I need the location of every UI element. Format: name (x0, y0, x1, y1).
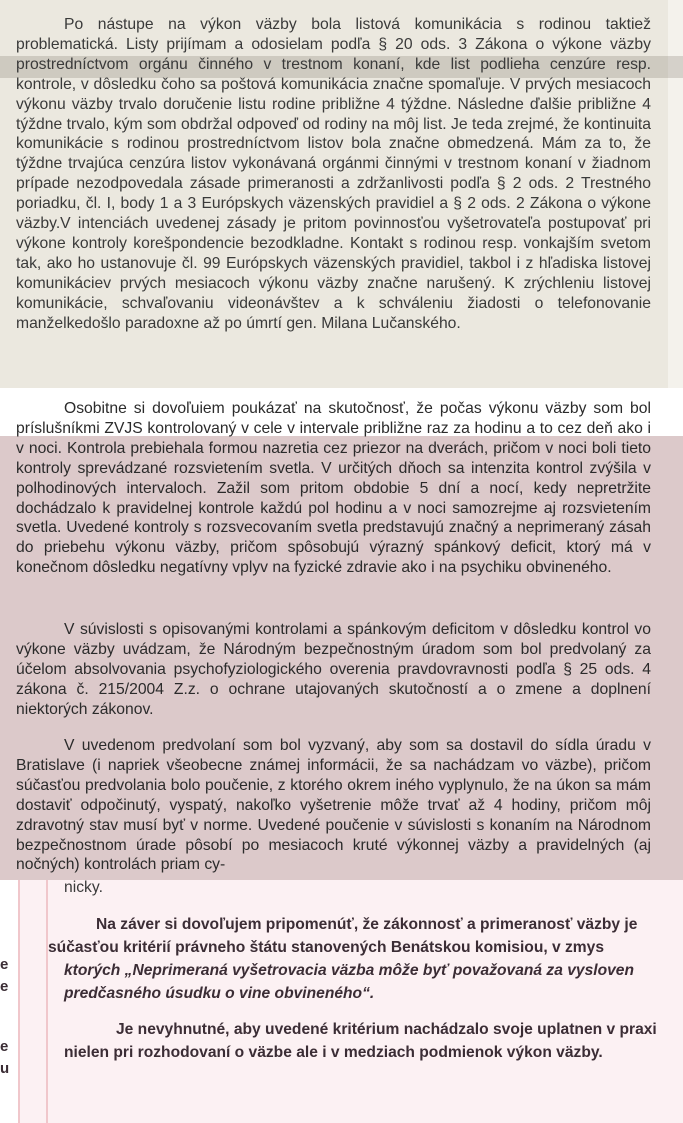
paragraph-polygraph-summons: V súvislosti s opisovanými kontrolami a spánkovým deficitom v dôsledku kontrol vo výkone väzby uvádzam, že Národným bezpečnostným úradom som bol predvolaný za účelom absolvovania psychofyziologického overenia pravdovravnosti podľa § 25 ods. 4 zákona č. 215/2004 Z.z. o ochrane utajovaných skutočností a o zmene a doplnení niektorých zákonov. (16, 621, 651, 718)
edge-letter: e (0, 978, 9, 995)
conclusion-final: Je nevyhnutné, aby uvedené kritérium nachádzalo svoje uplatnen v praxi nielen pri rozhodovaní o väzbe ale i v medziach podmienok výkon väzby. (64, 1021, 657, 1061)
paragraph-summons-end: nicky. (64, 879, 103, 896)
scan-left-margin (0, 880, 18, 1123)
edge-letter: e (0, 1038, 9, 1055)
paragraph-letters: Po nástupe na výkon väzby bola listová komunikácia s rodinou taktiež problematická. Listy prijímam a odosielam podľa § 20 ods. 3 Zákona o výkone väzby prostredníctvom orgánu činného v trestnom konaní, kde list podlieha cenzúre resp. kontrole, v dôsledku čoho sa poštová komunikácia značne spomaľuje. V prvých mesiacoch výkonu väzby trvalo doručenie listu rodine približne 4 týždne. Následne ďalšie približne 4 týždne trvalo, kým som obdržal odpoveď od rodiny na môj list. Je teda zrejmé, že kontinuita komunikácie s rodinou prostredníctvom listov bola značne obmedzená. Mám za to, že týždne trvajúca cenzúra listov vykonávaná orgánmi činnými v trestnom konaní v žiadnom prípade nezodpovedala zásade primeranosti a zdržanlivosti podľa § 2 ods. 2 Trestného poriadku, čl. I, body 1 a 3 Európskych väzenských pravidiel a § 2 ods. 2 Zákona o výkone väzby.V intenciách uvedenej zásady je pritom povinnosťou vyšetrovateľa postupovať pri výkone kontroly korešpondencie bezodkladne. Kontakt s rodinou resp. vonkajším svetom tak, ako ho ustanovuje čl. 99 Európskych väzenských pravidiel, takbol i z hľadiska listovej komunikáciev prvých mesiacoch výkonu väzby značne narušený. K zrýchleniu listovej komunikácie, schvaľovaniu videonávštev a k schváleniu žiadosti o telefonovanie manželkedošlo paradoxne až po úmrtí gen. Milana Lučanského. (16, 16, 651, 332)
edge-letter: e (0, 956, 9, 973)
conclusion-quote: ktorých „Neprimeraná vyšetrovacia väzba môže byť považovaná za vysloven predčasného úsudku o vine obvineného“. (64, 962, 634, 1002)
edge-letter: u (0, 1060, 10, 1077)
paragraph-summons-details: V uvedenom predvolaní som bol vyzvaný, aby som sa dostavil do sídla úradu v Bratislave (i napriek všeobecne známej informácii, že sa nachádzam vo väzbe), pričom súčasťou predvolania bolo poučenie, z ktorého okrem iného vyplynulo, že na úkon sa mám dostaviť odpočinutý, vyspatý, nakoľko vyšetrenie môže trvať až 4 hodiny, pričom môj zdravotný stav musí byť v norme. Uvedené poučenie v súvislosti s konaním na Národnom bezpečnostnom úrade pôsobí po mesiacoch kruté výkonnej väzby a pravidelných (aj nočných) kontrolách priam cy- (16, 737, 651, 874)
conclusion-venice-commission: Na záver si dovoľujem pripomenúť, že zákonnosť a primeranosť väzby je súčasťou kritérií právneho štátu stanovených Benátskou komisiou, v zmys (48, 916, 638, 956)
margin-rule (18, 880, 20, 1123)
paragraph-night-checks: Osobitne si dovoľuiem poukázať na skutočnosť, že počas výkonu väzby som bol príslušníkmi ZVJS kontrolovaný v cele v intervale približne raz za hodinu a to cez deň ako i v noci. Kontrola prebiehala formou nazretia cez priezor na dverách, pričom v noci boli tieto kontroly sprevádzané rozsvietením svetla. V určitých dňoch sa intenzita kontrol zvýšila v polhodinových intervaloch. Zažil som pritom obdobie 5 dní a nocí, kedy nepretržite dochádzalo k pravidelnej kontrole každú pol hodinu a v noci samozrejme aj rozsvietením svetla. Uvedené kontroly s rozsvecovaním svetla predstavujú značný a neprimeraný zásah do priebehu výkonu väzby, pričom spôsobujú výrazný spánkový deficit, ktorý má v konečnom dôsledku negatívny vplyv na fyzické zdravie ako i na psychiku obvineného. (16, 400, 651, 577)
